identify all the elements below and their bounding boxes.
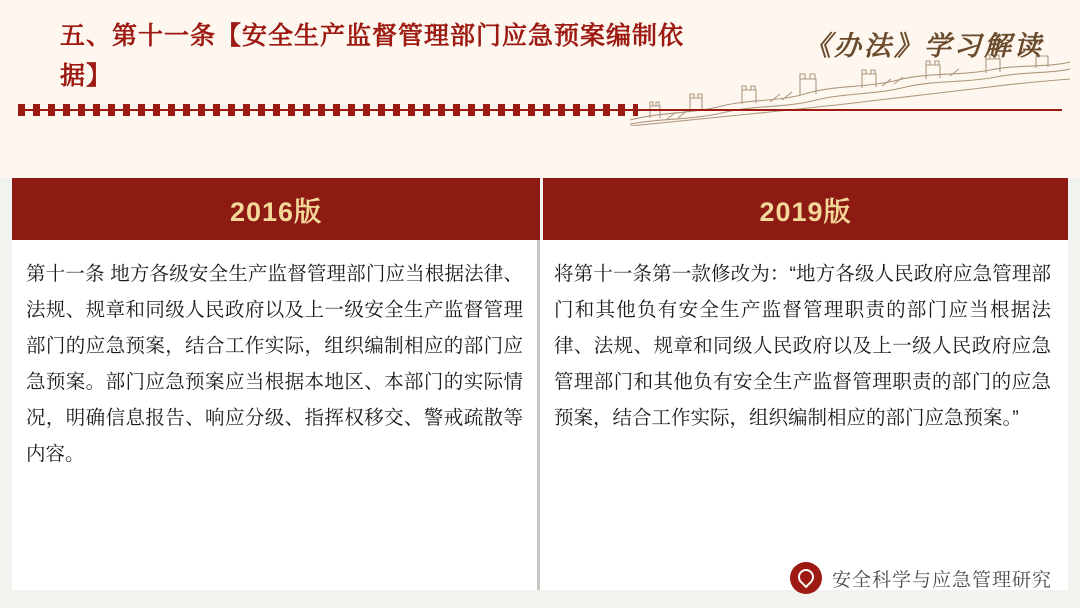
brush-subtitle: 《办法》学习解读 — [804, 31, 1044, 62]
comparison-table — [12, 178, 1068, 590]
slide-body — [0, 132, 1080, 608]
table-row — [12, 240, 1068, 590]
slide-header — [0, 0, 1080, 132]
column-header-2019: 2019版 — [543, 178, 1068, 240]
divider-dashes — [18, 104, 638, 116]
header-divider — [18, 104, 1062, 116]
page-title: 五、第十一条【安全生产监督管理部门应急预案编制依据】 — [60, 22, 685, 90]
cell-2019-text: 将第十一条第一款修改为：“地方各级人民政府应急管理部门和其他负有安全生产监督管理职责的部门应当根据法律、法规、规章和同级人民政府以及上一级人民政府应急管理部门和其他负有安全生产监督管理职责的部门的应急预案，结合工作实际，组织编制相应的部门应急预案。” — [554, 263, 1051, 429]
cell-2016-text: 第十一条 地方各级安全生产监督管理部门应当根据法律、法规、规章和同级人民政府以及上一级安全生产监督管理部门的应急预案，结合工作实际，组织编制相应的部门应急预案。部门应急预案应当根据本地区、本部门的实际情况，明确信息报告、响应分级、指挥权移交、警戒疏散等内容。 — [12, 240, 540, 590]
column-header-2016: 2016版 — [12, 178, 543, 240]
brand-logo-icon — [790, 562, 822, 594]
brand-label: 安全科学与应急管理研究 — [831, 569, 1052, 591]
body-top-strip — [0, 132, 1080, 178]
footer-brand — [790, 562, 1052, 594]
table-header-row — [12, 178, 1068, 240]
